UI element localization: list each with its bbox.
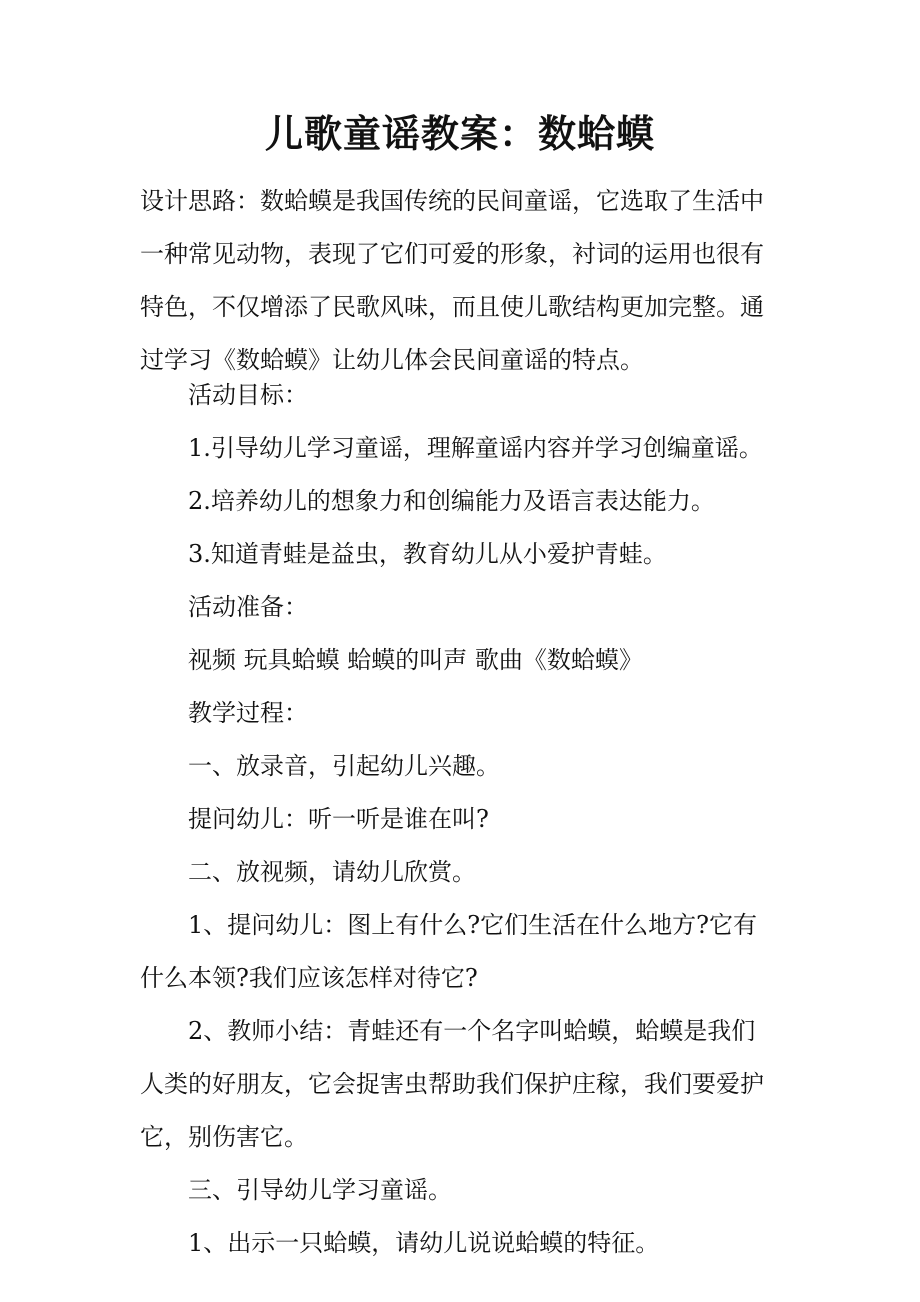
process-heading: 教学过程： [188,699,308,727]
process-step: 二、放视频，请幼儿欣赏。 [188,858,476,886]
design-paragraph [140,175,800,387]
process-step-question: 提问幼儿：听一听是谁在叫? [188,805,489,833]
goal-item: 1.引导幼儿学习童谣，理解童谣内容并学习创编童谣。 [188,434,763,462]
process-substep-line: 1、提问幼儿：图上有什么?它们生活在什么地方?它有 [188,911,758,939]
page-title: 儿歌童谣教案：数蛤蟆 [264,111,655,156]
goal-item: 2.培养幼儿的想象力和创编能力及语言表达能力。 [188,487,715,515]
process-substep-line: 人类的好朋友，它会捉害虫帮助我们保护庄稼，我们要爱护 [140,1070,764,1098]
design-line: 过学习《数蛤蟆》让幼儿体会民间童谣的特点。 [140,346,644,374]
process-step: 三、引导幼儿学习童谣。 [188,1176,452,1204]
goal-item: 3.知道青蛙是益虫，教育幼儿从小爱护青蛙。 [188,540,667,568]
process-substep: 1、出示一只蛤蟆，请幼儿说说蛤蟆的特征。 [188,1229,660,1257]
prep-heading: 活动准备： [188,593,308,621]
process-step: 一、放录音，引起幼儿兴趣。 [188,752,500,780]
goals-heading: 活动目标： [188,381,308,409]
process-substep-line: 它，别伤害它。 [140,1123,308,1151]
process-substep-line: 什么本领?我们应该怎样对待它? [140,964,478,992]
process-substep-line: 2、教师小结：青蛙还有一个名字叫蛤蟆，蛤蟆是我们 [188,1017,756,1045]
design-line: 特色，不仅增添了民歌风味，而且使儿歌结构更加完整。通 [140,293,764,321]
design-line: 一种常见动物，表现了它们可爱的形象，衬词的运用也很有 [140,240,764,268]
goals-section [140,369,800,1270]
design-line: 设计思路：数蛤蟆是我国传统的民间童谣，它选取了生活中 [140,187,764,215]
prep-items: 视频 玩具蛤蟆 蛤蟆的叫声 歌曲《数蛤蟆》 [188,646,643,674]
